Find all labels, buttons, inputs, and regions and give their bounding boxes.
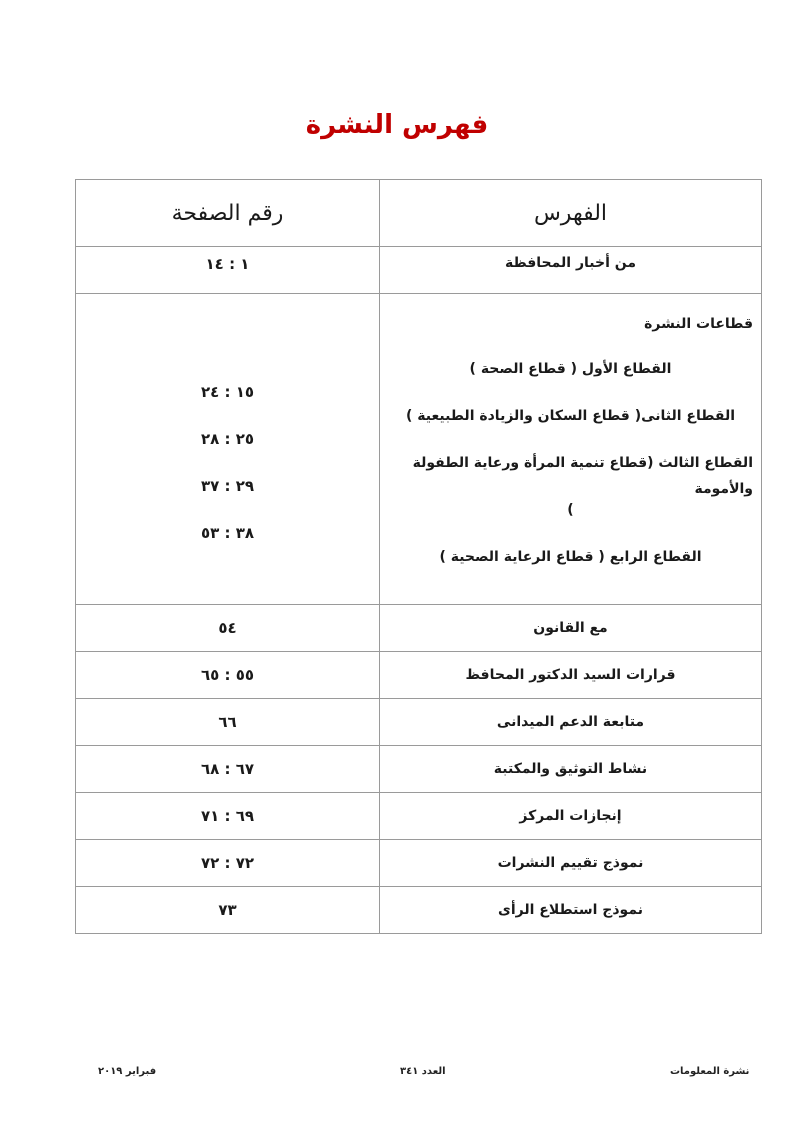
table-row [76, 605, 762, 652]
page-cell: ١ : ١٤ [76, 247, 380, 294]
topic-cell: إنجازات المركز [380, 793, 762, 840]
topic-cell: نشاط التوثيق والمكتبة [380, 746, 762, 793]
sector-pages: ١٥ : ٢٤ [200, 383, 255, 401]
topic-cell: من أخبار المحافظة [380, 247, 762, 294]
table-row [76, 887, 762, 934]
page-cell: ٥٤ [76, 605, 380, 652]
table-row [76, 247, 762, 294]
sector-pages: ٣٨ : ٥٣ [200, 524, 255, 542]
sectors-row [76, 294, 762, 605]
header-topic: الفهرس [380, 180, 762, 247]
sector-line: القطاع الرابع ( قطاع الرعاية الصحية ) [439, 548, 702, 565]
sector-pages: ٢٥ : ٢٨ [200, 430, 255, 448]
sectors-heading: قطاعات النشرة [644, 315, 753, 332]
topic-cell: متابعة الدعم الميدانى [380, 699, 762, 746]
page-cell: ٦٧ : ٦٨ [76, 746, 380, 793]
footer-date: فبراير ٢٠١٩ [98, 1066, 157, 1077]
table-row [76, 652, 762, 699]
page-cell: ٦٩ : ٧١ [76, 793, 380, 840]
sectors-pages-cell [76, 294, 380, 605]
sector-line: ) [567, 501, 574, 518]
page-title: فهرس النشرة [305, 110, 489, 140]
footer-issue: العدد ٣٤١ [400, 1066, 446, 1077]
page-cell: ٦٦ [76, 699, 380, 746]
footer-publication: نشرة المعلومات [670, 1066, 750, 1077]
table-row [76, 699, 762, 746]
sector-pages: ٢٩ : ٣٧ [200, 477, 255, 495]
sector-line: القطاع الثانى( قطاع السكان والزيادة الطبيعية ) [405, 407, 735, 424]
topic-cell: نموذج تقييم النشرات [380, 840, 762, 887]
index-table [75, 179, 762, 934]
header-page-number: رقم الصفحة [76, 180, 380, 247]
sector-line: القطاع الأول ( قطاع الصحة ) [469, 360, 672, 377]
sector-line: القطاع الثالث (قطاع تنمية المرأة ورعاية الطفولة والأمومة [412, 454, 753, 497]
page-cell: ٥٥ : ٦٥ [76, 652, 380, 699]
table-row [76, 746, 762, 793]
sectors-topic-cell [380, 294, 762, 605]
table-row [76, 840, 762, 887]
table-row [76, 793, 762, 840]
topic-cell: مع القانون [380, 605, 762, 652]
page-cell: ٧٣ [76, 887, 380, 934]
topic-cell: نموذج استطلاع الرأى [380, 887, 762, 934]
table-header-row [76, 180, 762, 247]
topic-cell: قرارات السيد الدكتور المحافظ [380, 652, 762, 699]
page-cell: ٧٢ : ٧٢ [76, 840, 380, 887]
